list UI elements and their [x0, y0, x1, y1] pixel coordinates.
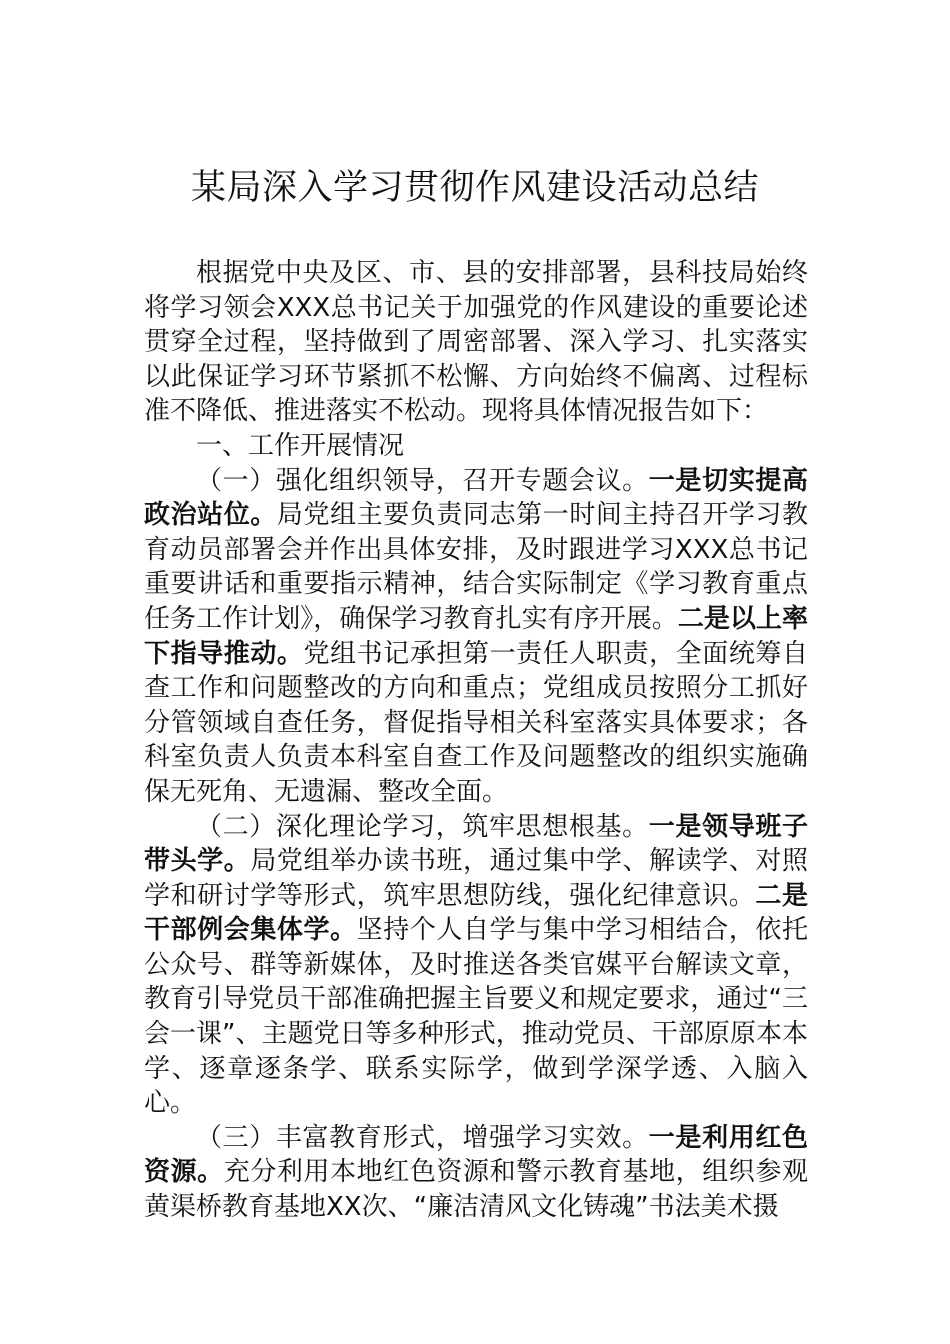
paragraph-2-text-1: 局党组举办读书班，通过集中学、解读学、对照学和研讨学等形式，筑牢思想防线，强化纪律意识。: [144, 846, 808, 911]
intro-paragraph: 根据党中央及区、市、县的安排部署，县科技局始终将学习领会XXX总书记关于加强党的作风建设的重要论述贯穿全过程，坚持做到了周密部署、深入学习、扎实落实以此保证学习环节紧抓不松懈、方向始终不偏离、过程标准不降低、推进落实不松动。现将具体情况报告如下：: [144, 258, 808, 427]
paragraph-3-text-1: 充分利用本地红色资源和警示教育基地，组织参观黄渠桥教育基地XX次、“廉洁清风文化铸魂”书法美术摄: [144, 1157, 808, 1223]
paragraph-2-text-2: 坚持个人自学与集中学习相结合，依托公众号、群等新媒体，及时推送各类官媒平台解读文章，教育引导党员干部准确把握主旨要义和规定要求，通过“三会一课”、主题党日等多种形式，推动党员、干部原原本本学、逐章逐条学、联系实际学，做到学深学透、入脑入心。: [144, 915, 808, 1119]
paragraph-2: [144, 810, 808, 1121]
paragraph-2-bold-1: 一是领导班子带头学。: [144, 811, 808, 877]
paragraph-1-bold-1: 一是切实提高政治站位。: [144, 465, 808, 531]
paragraph-2-bold-2: 二是干部例会集体学。: [144, 880, 808, 946]
document-title: 某局深入学习贯彻作风建设活动总结: [190, 168, 759, 208]
section-heading: 一、工作开展情况: [196, 430, 405, 461]
document-body: [144, 256, 808, 1225]
paragraph-1-text-1: 局党组主要负责同志第一时间主持召开学习教育动员部署会并作出具体安排，及时跟进学习XXX总书记重要讲话和重要指示精神，结合实际制定《学习教育重点任务工作计划》，确保学习教育扎实有序开展。: [144, 500, 808, 634]
paragraph-2-lead: （二）深化理论学习，筑牢思想根基。: [196, 811, 649, 842]
paragraph-1-lead: （一）强化组织领导，召开专题会议。: [196, 465, 649, 496]
paragraph-1-bold-2: 二是以上率下指导推动。: [144, 603, 808, 669]
paragraph-1: [144, 464, 808, 810]
paragraph-3-lead: （三）丰富教育形式，增强学习实效。: [196, 1122, 649, 1153]
paragraph-3: [144, 1121, 808, 1225]
paragraph-1-text-2: 党组书记承担第一责任人职责，全面统筹自查工作和问题整改的方向和重点；党组成员按照分工抓好分管领域自查任务，督促指导相关科室落实具体要求；各科室负责人负责本科室自查工作及问题整改的组织实施确保无死角、无遗漏、整改全面。: [144, 638, 808, 807]
paragraph-3-bold-1: 一是利用红色资源。: [144, 1122, 808, 1188]
